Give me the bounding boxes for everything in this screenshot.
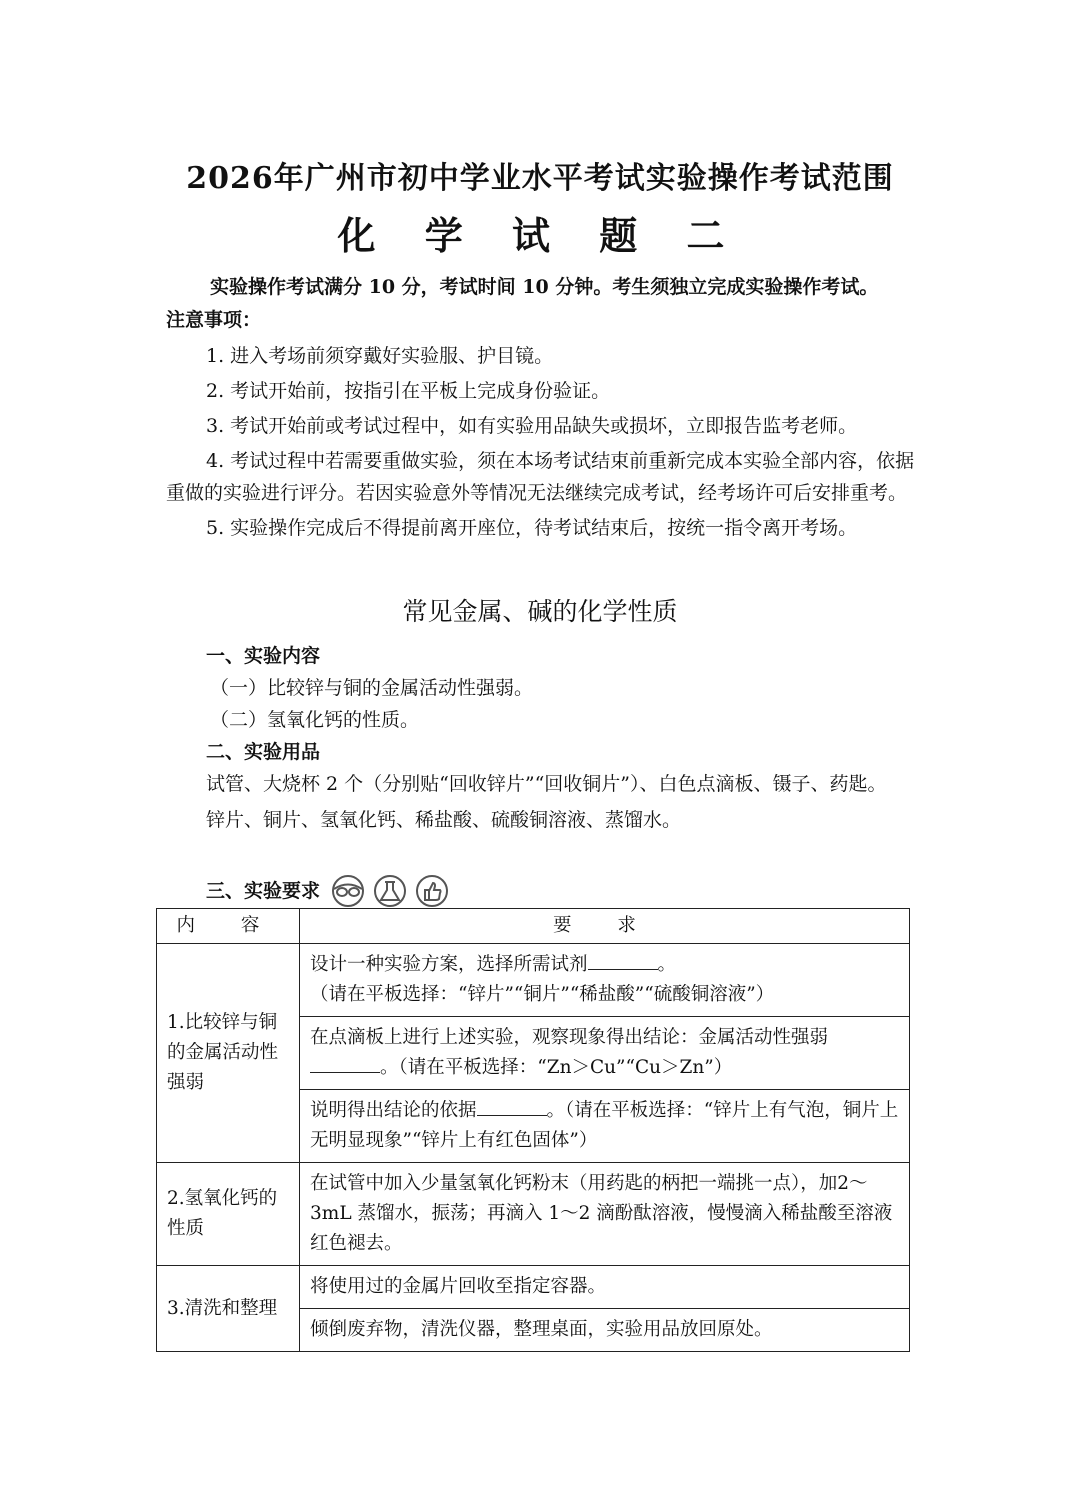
goggles-icon	[330, 874, 366, 908]
content-item: （二）氢氧化钙的性质。	[210, 709, 420, 731]
supplies-heading: 二、实验用品	[206, 741, 321, 763]
thumbs-up-icon	[414, 874, 450, 908]
cell-text: 。（请在平板选择：“锌片上有气泡，铜片上无明显现象”“锌片上有红色固体”）	[310, 1100, 899, 1151]
cell-text: 在点滴板上进行上述实验，观察现象得出结论：金属活动性强弱	[310, 1027, 829, 1048]
answer-blank	[310, 1054, 380, 1073]
row-label: 1.比较锌与铜的金属活动性强弱	[157, 944, 300, 1163]
notice-item: 1. 进入考场前须穿戴好实验服、护目镜。	[206, 345, 554, 367]
answer-blank	[477, 1097, 547, 1116]
notice-item: 2. 考试开始前，按指引在平板上完成身份验证。	[206, 380, 611, 402]
content-section	[166, 640, 916, 736]
supplies-line: 试管、大烧杯 2 个（分别贴“回收锌片”“回收铜片”）、白色点滴板、镊子、药匙。	[206, 773, 887, 795]
cell-text: 说明得出结论的依据	[310, 1100, 477, 1121]
table-cell	[300, 944, 910, 1017]
notice-item: 4. 考试过程中若需要重做实验，须在本场考试结束前重新完成本实验全部内容，依据重做的实验进行评分。若因实验意外等情况无法继续完成考试，经考场许可后安排重考。	[166, 450, 915, 504]
page-title: 2026年广州市初中学业水平考试实验操作考试范围	[186, 161, 894, 196]
header-content: 内 容	[157, 909, 300, 944]
notice-list	[166, 340, 916, 544]
table-row	[157, 944, 910, 1017]
notice-title: 注意事项：	[166, 309, 262, 331]
page-subtitle: 化 学 试 题 二	[337, 213, 743, 258]
cell-text: 。（请在平板选择：“Zn＞Cu”“Cu＞Zn”）	[380, 1057, 733, 1078]
requirements-heading: 三、实验要求	[206, 880, 321, 902]
table-cell: 倾倒废弃物，清洗仪器，整理桌面，实验用品放回原处。	[300, 1309, 910, 1352]
content-item: （一）比较锌与铜的金属活动性强弱。	[210, 677, 534, 699]
requirements-heading-row	[206, 874, 450, 908]
intro-text: 实验操作考试满分 10 分，考试时间 10 分钟。考生须独立完成实验操作考试。	[210, 276, 879, 298]
table-cell: 在试管中加入少量氢氧化钙粉末（用药匙的柄把一端挑一点），加2～3mL 蒸馏水，振荡；再滴入 1～2 滴酚酞溶液，慢慢滴入稀盐酸至溶液红色褪去。	[300, 1163, 910, 1266]
table-cell	[300, 1090, 910, 1163]
row-label: 2.氢氧化钙的性质	[157, 1163, 300, 1266]
table-cell	[300, 1017, 910, 1090]
content-heading: 一、实验内容	[206, 645, 321, 667]
lab-flask-icon	[372, 874, 408, 908]
notice-item: 5. 实验操作完成后不得提前离开座位，待考试结束后，按统一指令离开考场。	[206, 517, 858, 539]
table-row	[157, 1163, 910, 1266]
header-requirement: 要 求	[300, 909, 910, 944]
requirements-table	[156, 908, 910, 1352]
table-header-row	[157, 909, 910, 944]
section-heading: 常见金属、碱的化学性质	[402, 597, 678, 626]
table-cell: 将使用过的金属片回收至指定容器。	[300, 1266, 910, 1309]
supplies-section	[166, 736, 916, 836]
notice-item: 3. 考试开始前或考试过程中，如有实验用品缺失或损坏，立即报告监考老师。	[206, 415, 858, 437]
safety-icons	[330, 874, 450, 908]
cell-text: （请在平板选择：“锌片”“铜片”“稀盐酸”“硫酸铜溶液”）	[310, 984, 775, 1005]
cell-text: 。	[657, 954, 677, 975]
cell-text: 设计一种实验方案，选择所需试剂	[310, 954, 588, 975]
answer-blank	[588, 951, 658, 970]
table-row	[157, 1266, 910, 1309]
supplies-line: 锌片、铜片、氢氧化钙、稀盐酸、硫酸铜溶液、蒸馏水。	[206, 809, 682, 831]
row-label: 3.清洗和整理	[157, 1266, 300, 1352]
